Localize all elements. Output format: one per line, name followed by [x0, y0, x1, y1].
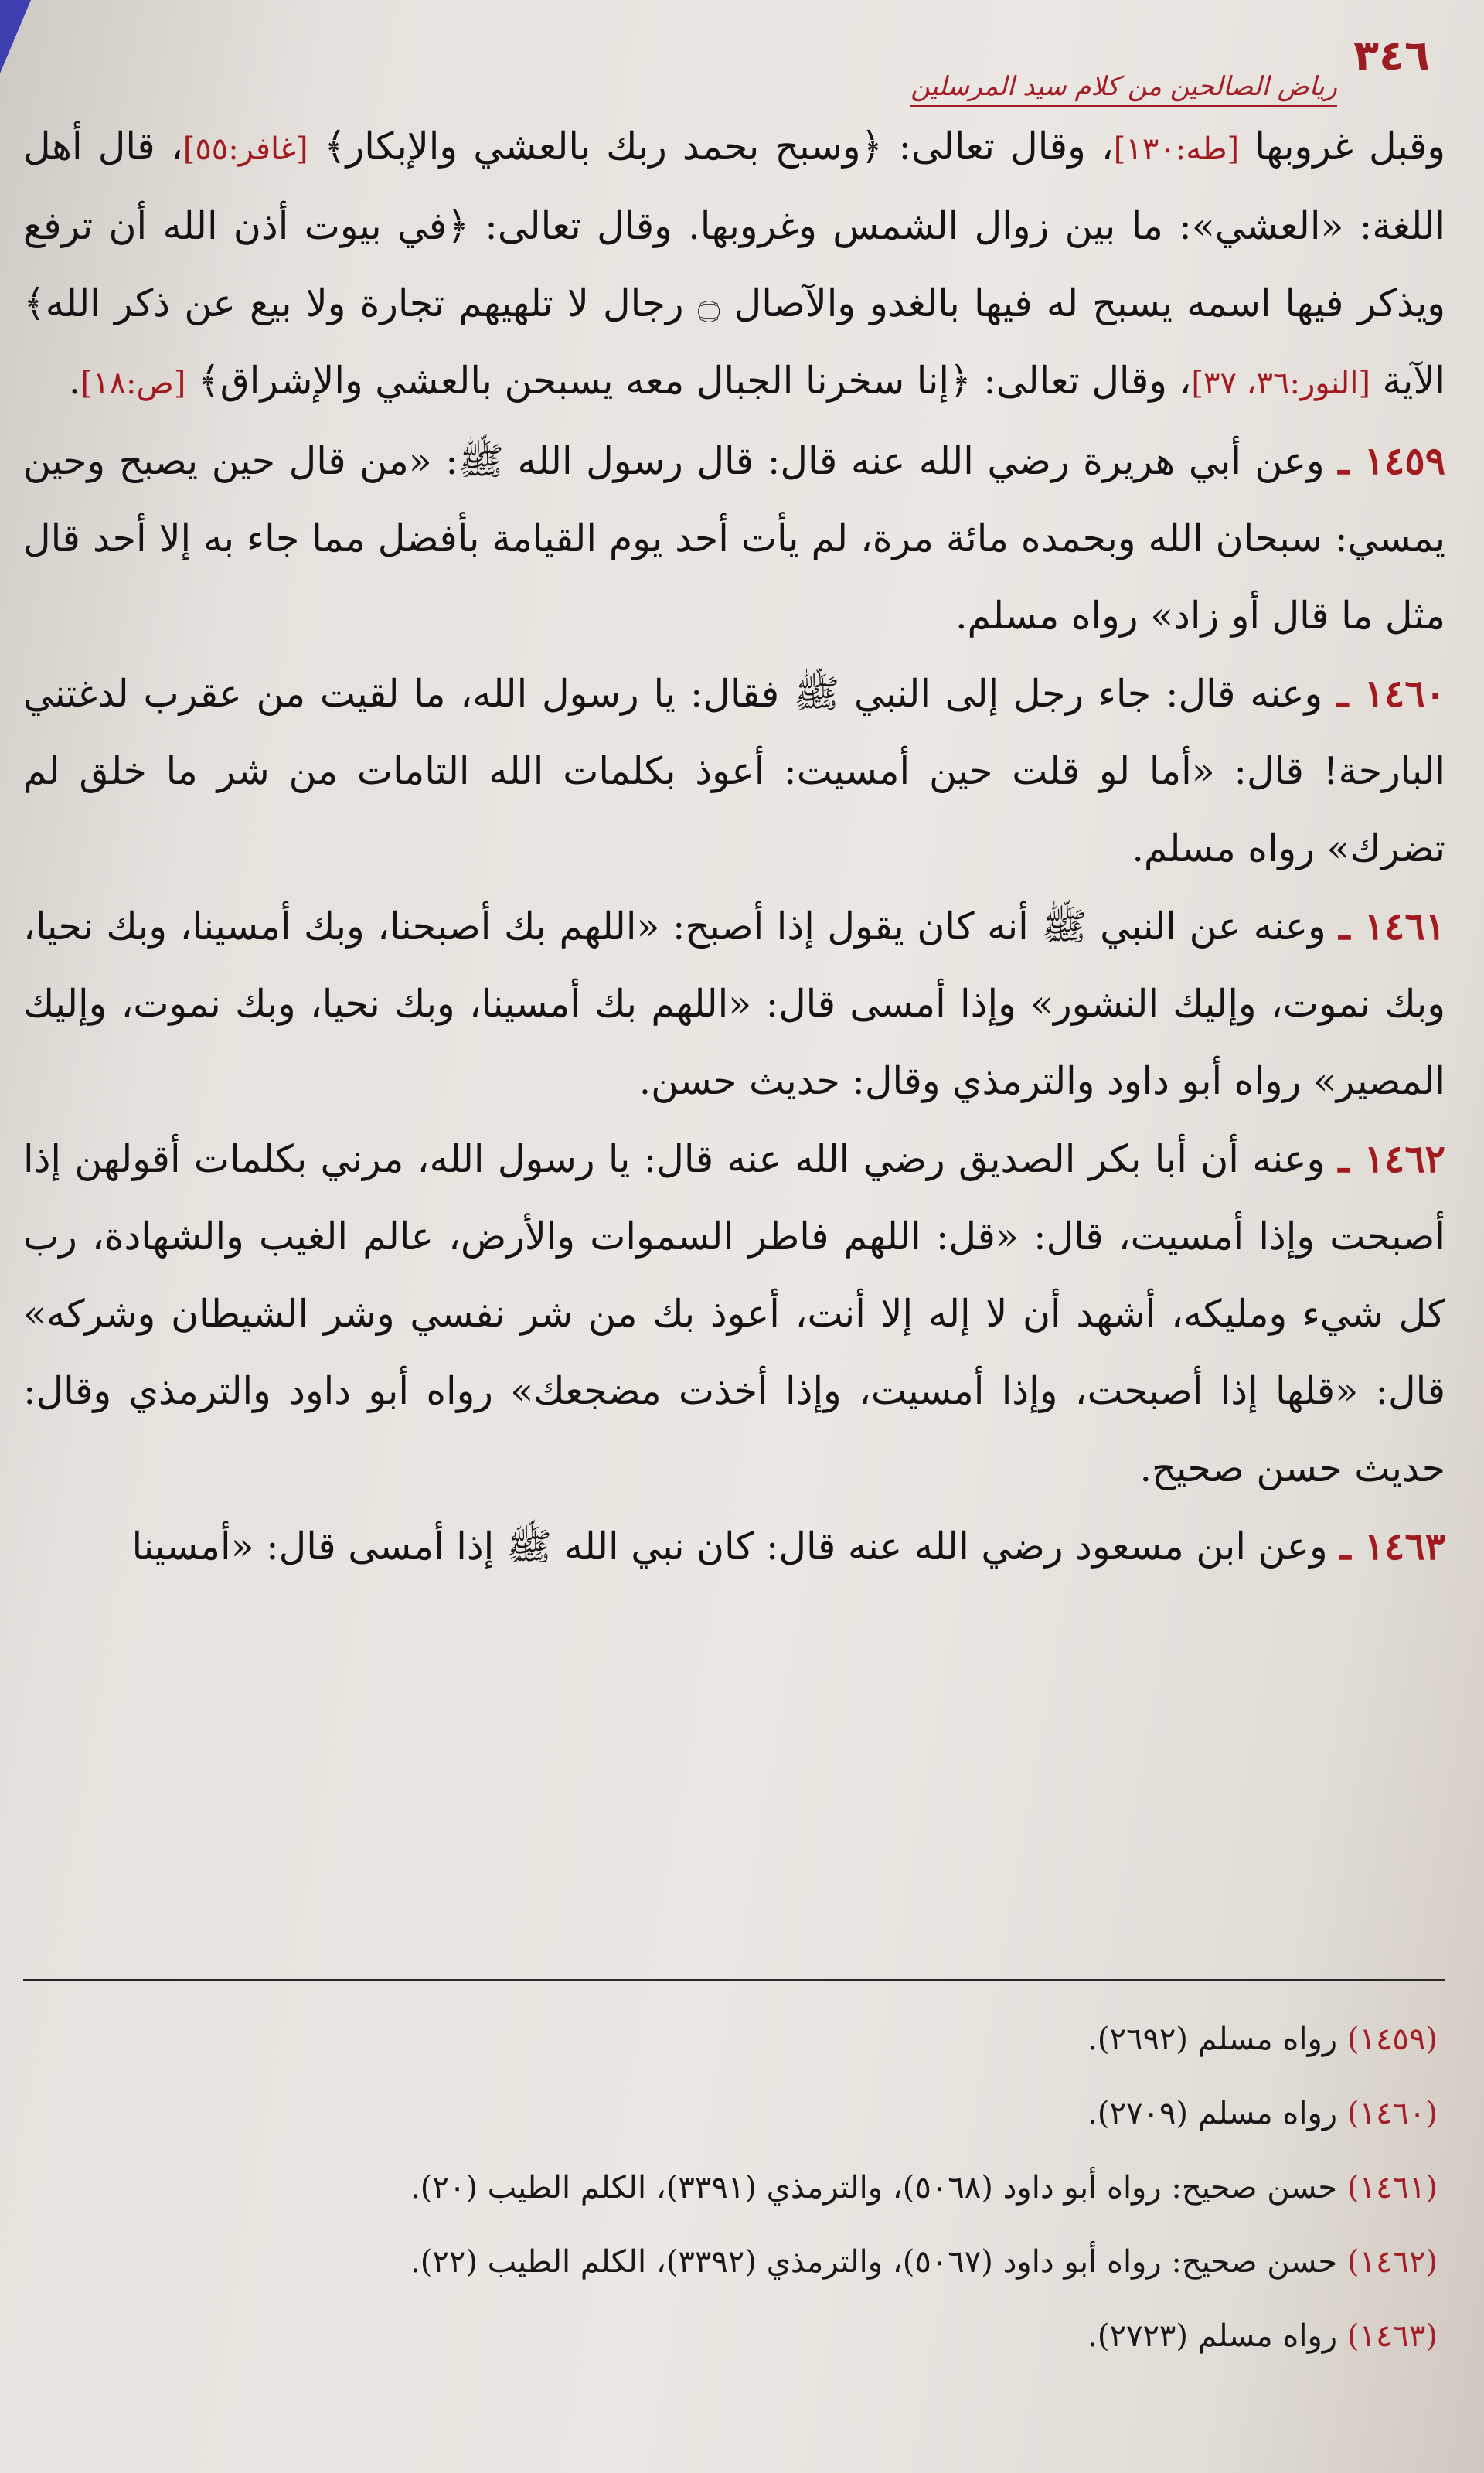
footnote-text: رواه مسلم (٢٧٠٩).: [1087, 2096, 1338, 2131]
intro-text-3: ، قال أهل اللغة: «العشي»: ما بين زوال الشمس وغروبها. وقال تعالى: ﴿في بيوت أذن الله أن ترفع ويذكر فيها اسمه يسبح له فيها بالغدو والآصال ۝ رجال لا تلهيهم تجارة ولا بيع عن ذكر الله﴾ الآية: [23, 124, 1445, 403]
intro-text-4: ، وقال تعالى: ﴿إنا سخرنا الجبال معه يسبحن بالعشي والإشراق﴾: [198, 359, 1192, 403]
footnote: [23, 2002, 1438, 2076]
hadith-text: وعن أبي هريرة رضي الله عنه قال: قال رسول الله ﷺ: «من قال حين يصبح وحين يمسي: سبحان الله وبحمده مائة مرة، لم يأت أحد يوم القيامة بأفضل مما جاء به إلا أحد قال مثل ما قال أو زاد» رواه مسلم.: [23, 439, 1445, 638]
footnote-divider: [23, 1979, 1445, 1981]
intro-text-2: ، وقال تعالى: ﴿وسبح بحمد ربك بالعشي والإبكار﴾: [323, 124, 1114, 169]
quran-reference: [طه:١٣٠]: [1113, 131, 1240, 167]
footnote-number: (١٤٥٩): [1346, 2022, 1438, 2057]
main-text: [23, 108, 1445, 1586]
footnote: [23, 2151, 1438, 2225]
hadith-number: ١٤٦١ ـ: [1339, 904, 1446, 949]
quran-reference: [ص:١٨]: [80, 366, 186, 401]
hadith-text: وعنه قال: جاء رجل إلى النبي ﷺ فقال: يا رسول الله، ما لقيت من عقرب لدغتني البارحة! قال: «أما لو قلت حين أمسيت: أعوذ بكلمات الله التامات من شر ما خلق لم تضرك» رواه مسلم.: [23, 672, 1445, 870]
blue-corner: [0, 0, 31, 73]
footnotes: [23, 2002, 1438, 2373]
page-number: ٣٤٦: [1353, 31, 1430, 80]
footnote: [23, 2076, 1438, 2151]
running-title: رياض الصالحين من كلام سيد المرسلين: [910, 71, 1337, 107]
intro-paragraph: وقبل غروبها [طه:١٣٠]، وقال تعالى: ﴿وسبح بحمد ربك بالعشي والإبكار﴾ [غافر:٥٥]، قال أهل اللغة: «العشي»: ما بين زوال الشمس وغروبها. وقال تعالى: ﴿في بيوت أذن الله أن ترفع ويذكر فيها اسمه يسبح له فيها بالغدو والآصال ۝ رجال لا تلهيهم تجارة ولا بيع عن ذكر الله﴾ الآية [النور:٣٦، ٣٧]، وقال تعالى: ﴿إنا سخرنا الجبال معه يسبحن بالعشي والإشراق﴾ [ص:١٨].: [23, 124, 1445, 403]
hadith-text: وعنه عن النبي ﷺ أنه كان يقول إذا أصبح: «اللهم بك أصبحنا، وبك أمسينا، وبك نحيا، وبك نموت، وإليك النشور» وإذا أمسى قال: «اللهم بك أمسينا، وبك نحيا، وبك نموت، وإليك المصير» رواه أبو داود والترمذي وقال: حديث حسن.: [23, 904, 1445, 1103]
footnote-number: (١٤٦٣): [1346, 2318, 1438, 2354]
hadith-paragraph: [23, 887, 1445, 1120]
intro-text-1: وقبل غروبها: [1254, 124, 1445, 169]
hadith-paragraph: [23, 1120, 1445, 1507]
footnote-number: (١٤٦١): [1346, 2170, 1438, 2206]
hadith-number: ١٤٦٢ ـ: [1338, 1136, 1445, 1181]
footnote-text: حسن صحيح: رواه أبو داود (٥٠٦٧)، والترمذي (٣٣٩٢)، الكلم الطيب (٢٢).: [410, 2244, 1338, 2280]
quran-reference: [غافر:٥٥]: [182, 131, 308, 167]
footnote-text: حسن صحيح: رواه أبو داود (٥٠٦٨)، والترمذي (٣٣٩١)، الكلم الطيب (٢٠).: [410, 2170, 1338, 2206]
hadith-number: ١٤٦٠ ـ: [1337, 671, 1445, 716]
hadith-number: ١٤٦٣ ـ: [1339, 1524, 1445, 1569]
footnote-text: رواه مسلم (٢٧٢٣).: [1087, 2318, 1338, 2354]
footnote-number: (١٤٦٢): [1346, 2244, 1438, 2280]
footnote: [23, 2225, 1438, 2299]
hadith-paragraph: [23, 422, 1445, 655]
hadith-text: وعنه أن أبا بكر الصديق رضي الله عنه قال: يا رسول الله، مرني بكلمات أقولهن إذا أصبحت وإذا أمسيت، قال: «قل: اللهم فاطر السموات والأرض، عالم الغيب والشهادة، رب كل شيء ومليكه، أشهد أن لا إله إلا أنت، أعوذ بك من شر نفسي وشر الشيطان وشركه» قال: «قلها إذا أصبحت، وإذا أمسيت، وإذا أخذت مضجعك» رواه أبو داود والترمذي وقال: حديث حسن صحيح.: [23, 1137, 1445, 1490]
hadith-text: وعن ابن مسعود رضي الله عنه قال: كان نبي الله ﷺ إذا أمسى قال: «أمسينا: [131, 1524, 1328, 1569]
hadith-paragraph: [23, 655, 1445, 887]
hadith-paragraph: [23, 1507, 1445, 1586]
footnote: [23, 2299, 1438, 2373]
page-header: [31, 31, 1430, 102]
quran-reference: [النور:٣٦، ٣٧]: [1191, 366, 1370, 401]
footnote-number: (١٤٦٠): [1346, 2096, 1438, 2131]
hadith-number: ١٤٥٩ ـ: [1338, 438, 1446, 483]
footnote-text: رواه مسلم (٢٦٩٢).: [1087, 2022, 1338, 2057]
